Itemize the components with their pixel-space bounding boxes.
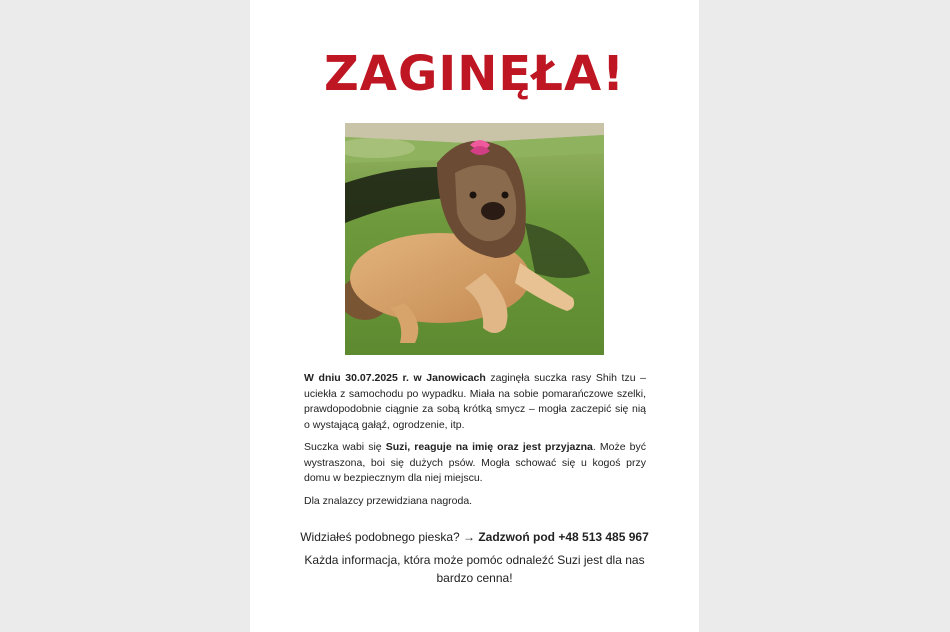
cta-question: Widziałeś podobnego pieska? xyxy=(300,530,464,544)
paragraph-dog-info-bold: Suzi, reaguje na imię oraz jest przyjazna xyxy=(385,441,593,453)
paragraph-dog-info-prefix: Suczka wabi się xyxy=(304,441,386,453)
arrow-right-icon: → xyxy=(463,530,476,544)
closing-note: Każda informacja, która może pomóc odnaleźć Suzi jest dla nas bardzo cenna! xyxy=(304,553,645,585)
description-text xyxy=(304,371,646,516)
paragraph-incident-bold: W dniu 30.07.2025 r. w Janowicach xyxy=(304,372,486,384)
paragraph-dog-info-rest: . Może być wystraszona, boi się dużych psów. Mogła schować się u kogoś przy domu w bezpiecznym dla niej miejscu. xyxy=(304,441,646,484)
paragraph-incident-rest: zaginęła suczka rasy Shih tzu – uciekła z samochodu po wypadku. Miała na sobie pomarańczowe szelki, prawdopodobnie ciągnie za sobą krótką smycz – mogła zaczepić się nią o wystającą gałąź, ogrodzenie, itp. xyxy=(304,372,646,431)
dog-photo xyxy=(345,123,604,355)
call-to-action xyxy=(250,528,699,546)
paragraph-dog-info xyxy=(304,440,646,487)
paragraph-incident xyxy=(304,371,646,433)
paragraph-reward: Dla znalazcy przewidziana nagroda. xyxy=(304,494,473,507)
poster-title: ZAGINĘŁA! xyxy=(323,46,626,102)
poster-page xyxy=(250,0,699,632)
cta-phone: Zadzwoń pod +48 513 485 967 xyxy=(475,530,649,544)
